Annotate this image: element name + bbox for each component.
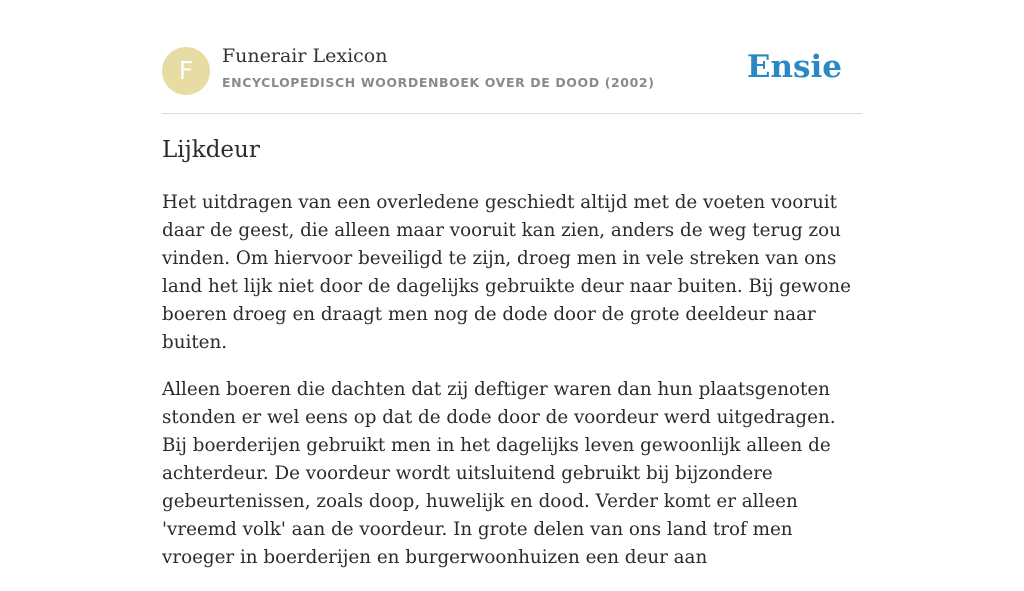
entry-title: Lijkdeur bbox=[162, 137, 260, 163]
entry-paragraph: Het uitdragen van een overledene geschiedt altijd met de voeten vooruit daar de geest, die alleen maar vooruit kan zien, anders de weg terug zou vinden. Om hiervoor beveiligd te zijn, droeg men in vele streken van ons land het lijk niet door de dagelijks gebruikte deur naar buiten. Bij gewone boeren droeg en draagt men nog de dode door de grote deeldeur naar buiten. bbox=[162, 192, 852, 353]
source-title-link[interactable]: Funerair Lexicon bbox=[222, 45, 388, 67]
entry-body bbox=[162, 189, 866, 591]
entry-paragraph: Alleen boeren die dachten dat zij deftiger waren dan hun plaatsgenoten stonden er wel eens op dat de dode door de voordeur werd uitgedragen. Bij boerderijen gebruikt men in het dagelijks leven gewoonlijk alleen de achterdeur. De voordeur wordt uitsluitend gebruikt bij bijzondere gebeurtenissen, zoals doop, huwelijk en dood. Verder komt er alleen 'vreemd volk' aan de voordeur. In grote delen van ons land trof men vroeger in boerderijen en burgerwoonhuizen een deur aan bbox=[162, 379, 836, 568]
ensie-logo-link[interactable]: Ensie bbox=[746, 49, 842, 85]
header bbox=[162, 0, 862, 114]
source-subtitle: ENCYCLOPEDISCH WOORDENBOEK OVER DE DOOD (2002) bbox=[222, 75, 655, 90]
page bbox=[162, 0, 862, 568]
source-avatar[interactable]: F bbox=[162, 47, 210, 95]
